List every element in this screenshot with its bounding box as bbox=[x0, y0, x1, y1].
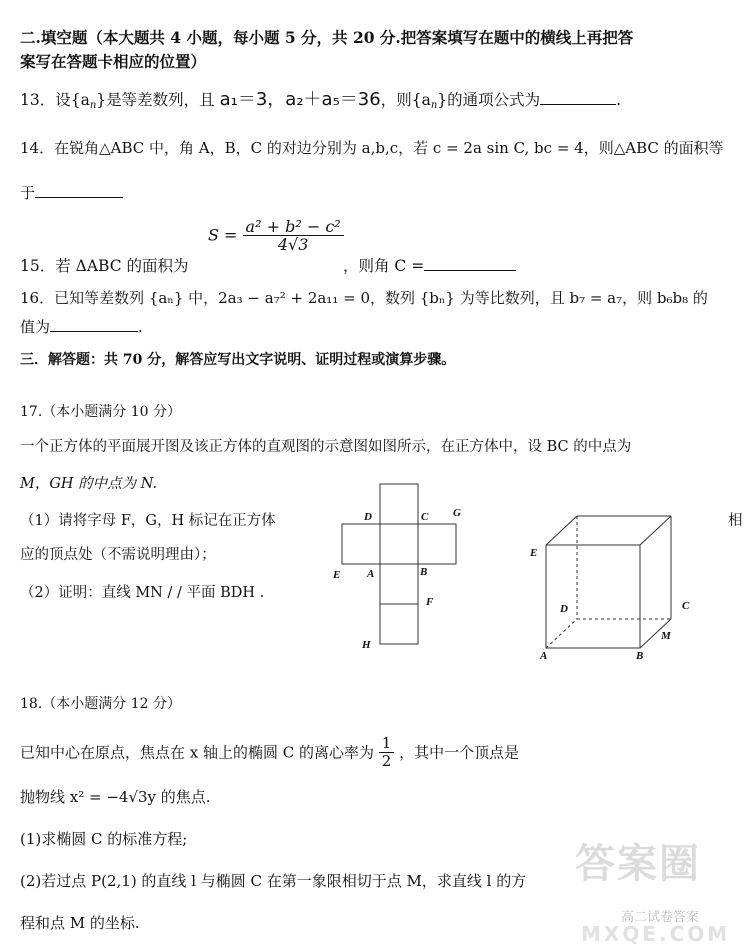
net-label-C: C bbox=[421, 511, 429, 523]
q15-formula-denominator: 4√3 bbox=[277, 235, 309, 254]
question-16-line1: 16．已知等差数列 {aₙ} 中，2a₃ − a₇² + 2a₁₁ = 0，数列 {bₙ} 为等比数列，且 b₇ = a₇，则 b₆b₈ 的 bbox=[20, 289, 708, 307]
q16-answer-blank[interactable] bbox=[50, 317, 138, 332]
cube-net-figure bbox=[328, 476, 478, 656]
question-15-tail bbox=[343, 256, 516, 276]
q18-line1b: ，其中一个顶点是 bbox=[399, 743, 520, 762]
net-label-E: E bbox=[333, 569, 341, 581]
question-17-line1: 一个正方体的平面展开图及该正方体的直观图的示意图如图所示，在正方体中，设 BC 的中点为 bbox=[20, 439, 632, 455]
q15-tail-text: ，则角 C = bbox=[343, 257, 425, 275]
question-17-part1a: （1）请将字母 F，G，H 标记在正方体 bbox=[20, 513, 276, 529]
question-18-part2b: 程和点 M 的坐标. bbox=[20, 914, 140, 932]
question-18-header: 18.（本小题满分 12 分） bbox=[20, 696, 181, 712]
question-17-part1b: 相 bbox=[728, 513, 743, 529]
net-label-G: G bbox=[453, 507, 461, 519]
section-3-title: 三．解答题：共 70 分，解答应写出文字说明、证明过程或演算步骤。 bbox=[20, 352, 456, 368]
q15-formula-fraction bbox=[243, 218, 344, 253]
watermark-big-text: 答案圈 bbox=[575, 841, 701, 887]
watermark bbox=[575, 841, 731, 946]
q18-eccentricity-fraction bbox=[379, 735, 395, 770]
section-2-title-line1: 二.填空题（本大题共 4 小题，每小题 5 分，共 20 分.把答案填写在题中的横线上再把答 bbox=[20, 28, 634, 47]
q18-fraction-numerator: 1 bbox=[379, 735, 395, 753]
watermark-url: MXQE.COM bbox=[581, 922, 731, 946]
q18-fraction-denominator: 2 bbox=[381, 752, 392, 770]
question-18-line2: 抛物线 x² = −4√3y 的焦点. bbox=[20, 788, 211, 806]
question-18-line1 bbox=[20, 735, 519, 770]
q15-formula bbox=[208, 218, 344, 253]
q15-formula-numerator: a² + b² − c² bbox=[243, 218, 344, 236]
q13-mid2: ，则{a bbox=[380, 91, 431, 109]
q13-answer-blank[interactable] bbox=[540, 90, 616, 105]
q13-mid2-sub: n bbox=[430, 100, 438, 111]
cube-label-D: D bbox=[560, 603, 568, 615]
question-17-part2: （2）证明：直线 MN / / 平面 BDH . bbox=[20, 585, 265, 601]
net-label-D: D bbox=[364, 511, 372, 523]
q18-line1a: 已知中心在原点，焦点在 x 轴上的椭圆 C 的离心率为 bbox=[20, 743, 375, 762]
q15-answer-blank[interactable] bbox=[424, 256, 516, 271]
question-16-line2 bbox=[20, 317, 143, 337]
question-14-line2 bbox=[20, 183, 123, 203]
question-18-part1: (1)求椭圆 C 的标准方程; bbox=[20, 830, 188, 848]
q13-end: . bbox=[616, 91, 622, 109]
net-label-H: H bbox=[362, 639, 371, 651]
q13-mid1: }是等差数列，且 bbox=[96, 91, 215, 109]
net-label-A: A bbox=[367, 568, 375, 580]
q13-lead: 13．设{a bbox=[20, 91, 90, 109]
cube-perspective-figure bbox=[525, 508, 700, 660]
q16-line2-text: 值为 bbox=[20, 318, 51, 336]
section-2-title-line2: 案写在答题卡相应的位置） bbox=[20, 52, 207, 71]
q13-lead-sub: n bbox=[89, 100, 97, 111]
net-label-F: F bbox=[426, 596, 434, 608]
cube-label-M: M bbox=[661, 630, 671, 642]
question-18-part2a: (2)若过点 P(2,1) 的直线 l 与椭圆 C 在第一象限相切于点 M，求直线 l 的方 bbox=[20, 872, 527, 890]
q16-end: . bbox=[138, 318, 143, 336]
question-15-lead: 15．若 ΔABC 的面积为 bbox=[20, 257, 189, 275]
net-label-B: B bbox=[420, 566, 428, 578]
q14-line2-text: 于 bbox=[20, 184, 36, 202]
question-17-header: 17.（本小题满分 10 分） bbox=[20, 404, 181, 420]
q13-condition: a₁＝3，a₂＋a₅＝36 bbox=[219, 89, 381, 110]
question-17-part1c: 应的顶点处（不需说明理由）； bbox=[20, 547, 216, 563]
question-17-line2: M，GH 的中点为 N. bbox=[20, 476, 158, 492]
question-14-line1: 14．在锐角△ABC 中，角 A，B，C 的对边分别为 a,b,c，若 c = 2a sin C, bc = 4，则△ABC 的面积等 bbox=[20, 139, 724, 157]
question-13 bbox=[20, 90, 621, 116]
cube-label-A: A bbox=[540, 650, 548, 660]
q14-answer-blank[interactable] bbox=[35, 183, 123, 198]
cube-label-B: B bbox=[636, 650, 644, 660]
cube-label-E: E bbox=[530, 547, 538, 559]
q15-formula-lhs: S = bbox=[208, 225, 238, 245]
cube-label-C: C bbox=[682, 600, 690, 612]
watermark-small-text: 高二试卷答案 bbox=[621, 910, 700, 925]
q13-tail: }的通项公式为 bbox=[437, 91, 541, 109]
